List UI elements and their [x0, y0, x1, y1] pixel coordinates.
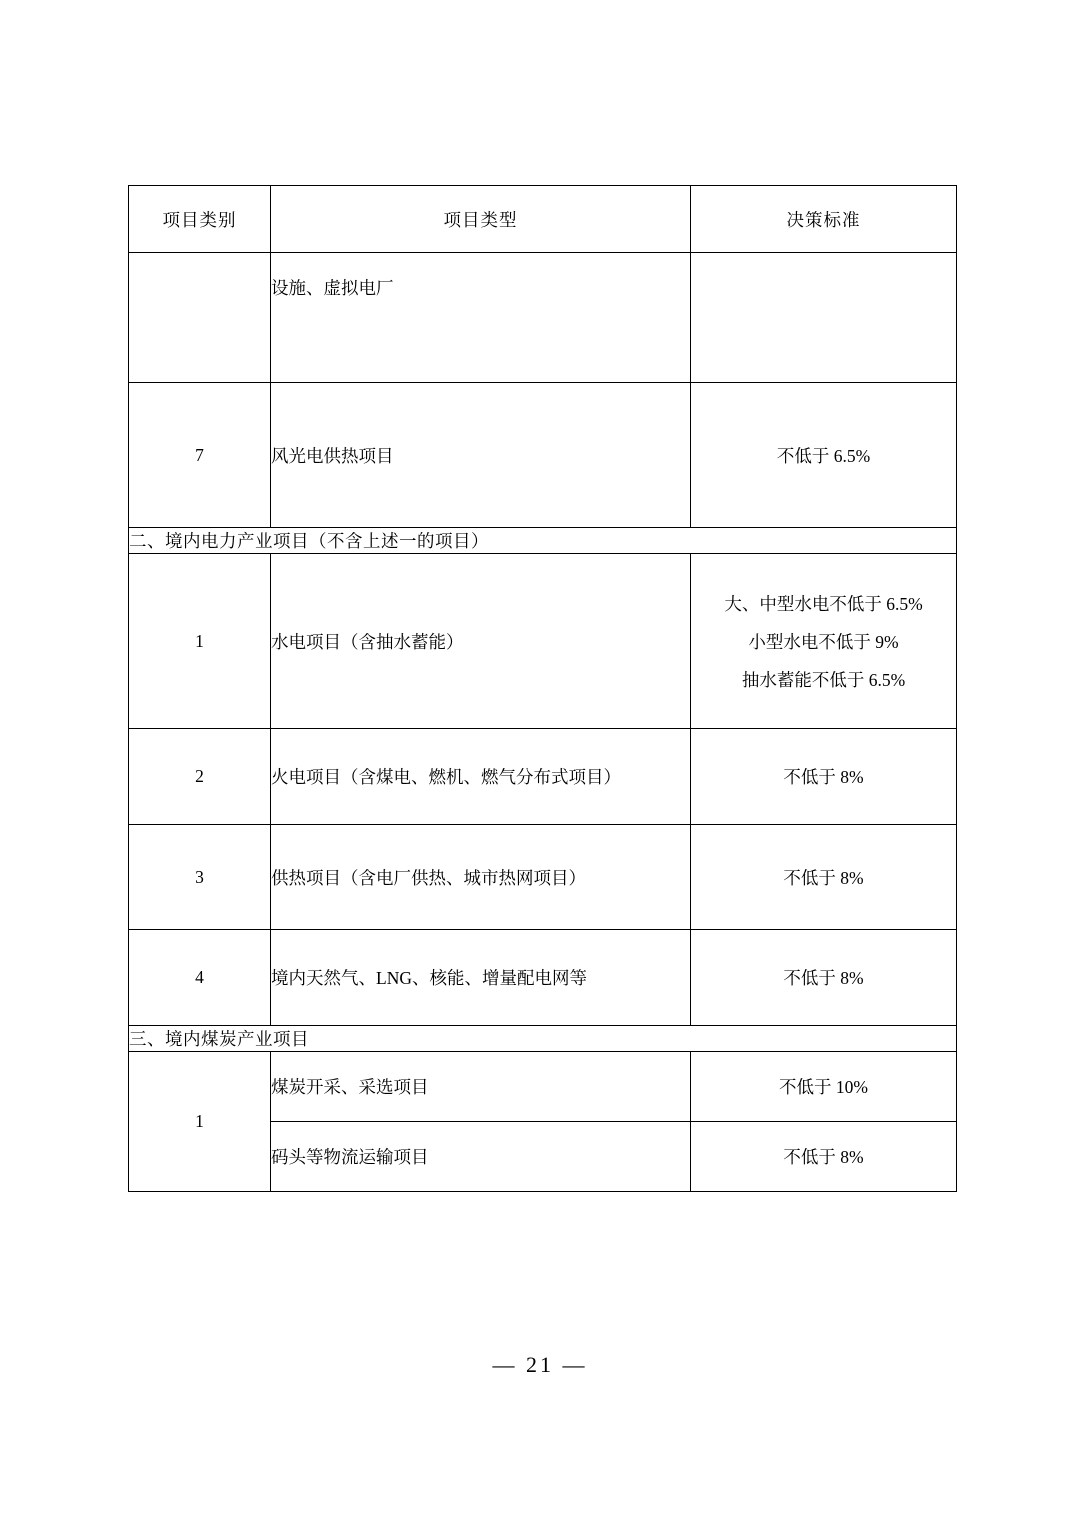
decision-criteria-table	[128, 185, 957, 1192]
cell-category: 1	[129, 554, 271, 729]
cell-project-type: 风光电供热项目	[271, 383, 691, 528]
table-section-row	[129, 528, 957, 554]
column-header-criteria: 决策标准	[691, 186, 957, 253]
table-row	[129, 554, 957, 729]
cell-category: 1	[129, 1052, 271, 1192]
cell-criteria: 不低于 8%	[691, 1122, 957, 1192]
criteria-line: 大、中型水电不低于 6.5%	[724, 593, 923, 614]
table-row	[129, 930, 957, 1026]
criteria-line: 小型水电不低于 9%	[748, 631, 899, 652]
cell-project-type: 码头等物流运输项目	[271, 1122, 691, 1192]
table-row	[129, 1052, 957, 1122]
page-number: — 21 —	[492, 1352, 588, 1377]
cell-criteria: 不低于 10%	[691, 1052, 957, 1122]
cell-category: 3	[129, 825, 271, 930]
cell-project-type: 火电项目（含煤电、燃机、燃气分布式项目）	[271, 729, 691, 825]
cell-criteria	[691, 253, 957, 383]
table-header	[129, 186, 957, 253]
cell-project-type: 设施、虚拟电厂	[271, 253, 691, 383]
table-section-row	[129, 1026, 957, 1052]
cell-criteria	[691, 554, 957, 729]
cell-category: 7	[129, 383, 271, 528]
table-row	[129, 729, 957, 825]
cell-criteria: 不低于 6.5%	[691, 383, 957, 528]
cell-criteria: 不低于 8%	[691, 930, 957, 1026]
cell-project-type: 供热项目（含电厂供热、城市热网项目）	[271, 825, 691, 930]
table-row	[129, 825, 957, 930]
section-title: 三、境内煤炭产业项目	[129, 1026, 957, 1052]
column-header-project-type: 项目类型	[271, 186, 691, 253]
cell-criteria: 不低于 8%	[691, 729, 957, 825]
table-header-row	[129, 186, 957, 253]
cell-category	[129, 253, 271, 383]
cell-criteria: 不低于 8%	[691, 825, 957, 930]
section-title: 二、境内电力产业项目（不含上述一的项目）	[129, 528, 957, 554]
cell-category: 2	[129, 729, 271, 825]
column-header-category: 项目类别	[129, 186, 271, 253]
cell-project-type: 境内天然气、LNG、核能、增量配电网等	[271, 930, 691, 1026]
cell-project-type: 水电项目（含抽水蓄能）	[271, 554, 691, 729]
cell-project-type: 煤炭开采、采选项目	[271, 1052, 691, 1122]
criteria-line: 抽水蓄能不低于 6.5%	[741, 669, 906, 690]
table-row	[129, 253, 957, 383]
table-row	[129, 383, 957, 528]
table-body	[129, 253, 957, 1192]
cell-category: 4	[129, 930, 271, 1026]
